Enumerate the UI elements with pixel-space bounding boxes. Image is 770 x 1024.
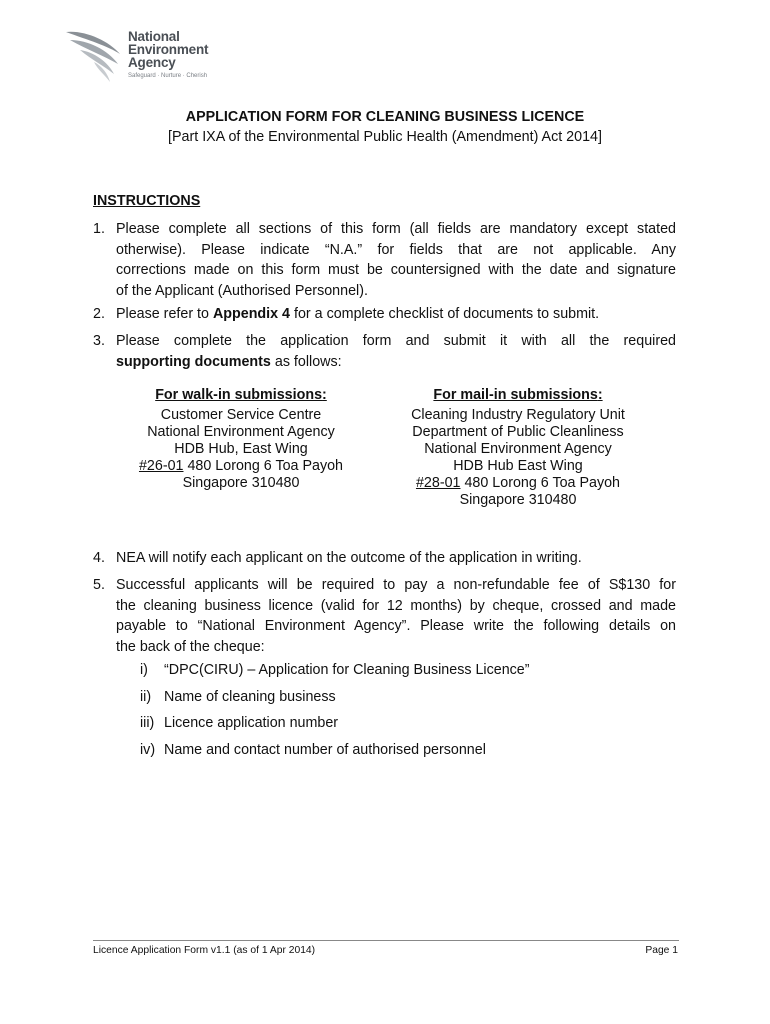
mail-in-line: Department of Public Cleanliness bbox=[412, 424, 624, 440]
footer-divider bbox=[93, 940, 679, 941]
form-header bbox=[0, 107, 770, 147]
walk-in-line: National Environment Agency bbox=[147, 424, 335, 440]
logo-text-line2: Environment bbox=[128, 42, 209, 57]
item-2-text-end: for a complete checklist of documents to submit. bbox=[290, 306, 600, 322]
mail-in-line: HDB Hub East Wing bbox=[453, 458, 583, 474]
nea-logo bbox=[64, 28, 224, 88]
instruction-item-5 bbox=[93, 575, 676, 657]
item-5-line: the back of the cheque: bbox=[116, 638, 265, 655]
mail-in-street: #28-01 480 Lorong 6 Toa Payoh bbox=[415, 475, 621, 491]
walk-in-address bbox=[121, 387, 361, 492]
cheque-detail-item: iv) Name and contact number of authorised personnel bbox=[140, 742, 486, 758]
item-number: 1. bbox=[93, 221, 105, 237]
item-5-line: Successful applicants will be required to pay a non-refundable fee of S$130 for bbox=[116, 577, 676, 593]
mail-in-line: National Environment Agency bbox=[424, 441, 612, 457]
supporting-documents-label: supporting documents bbox=[116, 353, 271, 370]
mail-in-postal: Singapore 310480 bbox=[459, 492, 577, 508]
walk-in-line: Customer Service Centre bbox=[160, 407, 322, 423]
mail-in-heading: For mail-in submissions: bbox=[433, 387, 603, 403]
item-2-text: Please refer to bbox=[116, 306, 213, 322]
walk-in-postal: Singapore 310480 bbox=[182, 475, 300, 491]
item-4-text: NEA will notify each applicant on the outcome of the application in writing. bbox=[116, 550, 582, 566]
walk-in-street: #26-01 480 Lorong 6 Toa Payoh bbox=[138, 458, 344, 474]
footer-page-number: Page 1 bbox=[645, 945, 678, 956]
mail-in-unit: #28-01 bbox=[415, 475, 461, 491]
logo-text-line3: Agency bbox=[128, 55, 176, 70]
instruction-item-4 bbox=[93, 548, 676, 569]
instruction-item-3 bbox=[93, 331, 676, 372]
footer-version: Licence Application Form v1.1 (as of 1 Apr 2014) bbox=[93, 945, 316, 956]
item-5-line: the cleaning business licence (valid for 12 months) by cheque, crossed and made bbox=[116, 597, 676, 614]
walk-in-line: HDB Hub, East Wing bbox=[174, 441, 308, 457]
mail-in-line: Cleaning Industry Regulatory Unit bbox=[411, 407, 625, 423]
cheque-detail-item: ii) Name of cleaning business bbox=[140, 689, 336, 705]
item-number: 3. bbox=[93, 333, 105, 349]
item-number: 2. bbox=[93, 306, 105, 322]
logo-tagline: Safeguard · Nurture · Cherish bbox=[128, 73, 208, 79]
cheque-detail-item: iii) Licence application number bbox=[140, 715, 339, 731]
item-1-line: corrections made on this form must be countersigned with the date and signature bbox=[116, 262, 676, 278]
item-number: 4. bbox=[93, 550, 105, 566]
mail-in-address bbox=[398, 387, 638, 509]
cheque-detail-item: i) “DPC(CIRU) – Application for Cleaning Business Licence” bbox=[140, 662, 530, 678]
logo-text-line1: National bbox=[128, 29, 180, 44]
instruction-item-2 bbox=[93, 304, 676, 325]
instructions-heading: INSTRUCTIONS bbox=[93, 193, 201, 209]
item-3-line-end: as follows: bbox=[270, 353, 342, 370]
walk-in-unit: #26-01 bbox=[138, 458, 184, 474]
item-5-line: payable to “National Environment Agency”. Please write the following details on bbox=[116, 618, 676, 634]
nea-swoosh-logo-icon bbox=[64, 28, 124, 84]
instruction-item-1 bbox=[93, 219, 676, 301]
appendix-reference: Appendix 4 bbox=[212, 306, 291, 322]
form-title: APPLICATION FORM FOR CLEANING BUSINESS LICENCE bbox=[185, 109, 585, 125]
item-3-line: Please complete the application form and submit it with all the required bbox=[116, 333, 676, 349]
item-1-line: Please complete all sections of this form (all fields are mandatory except stated bbox=[116, 221, 676, 237]
form-subtitle: [Part IXA of the Environmental Public Health (Amendment) Act 2014] bbox=[168, 129, 602, 145]
item-1-line: of the Applicant (Authorised Personnel). bbox=[116, 282, 368, 299]
item-1-line: otherwise). Please indicate “N.A.” for fields that are not applicable. Any bbox=[116, 241, 676, 258]
item-number: 5. bbox=[93, 577, 105, 593]
walk-in-heading: For walk-in submissions: bbox=[155, 387, 327, 403]
